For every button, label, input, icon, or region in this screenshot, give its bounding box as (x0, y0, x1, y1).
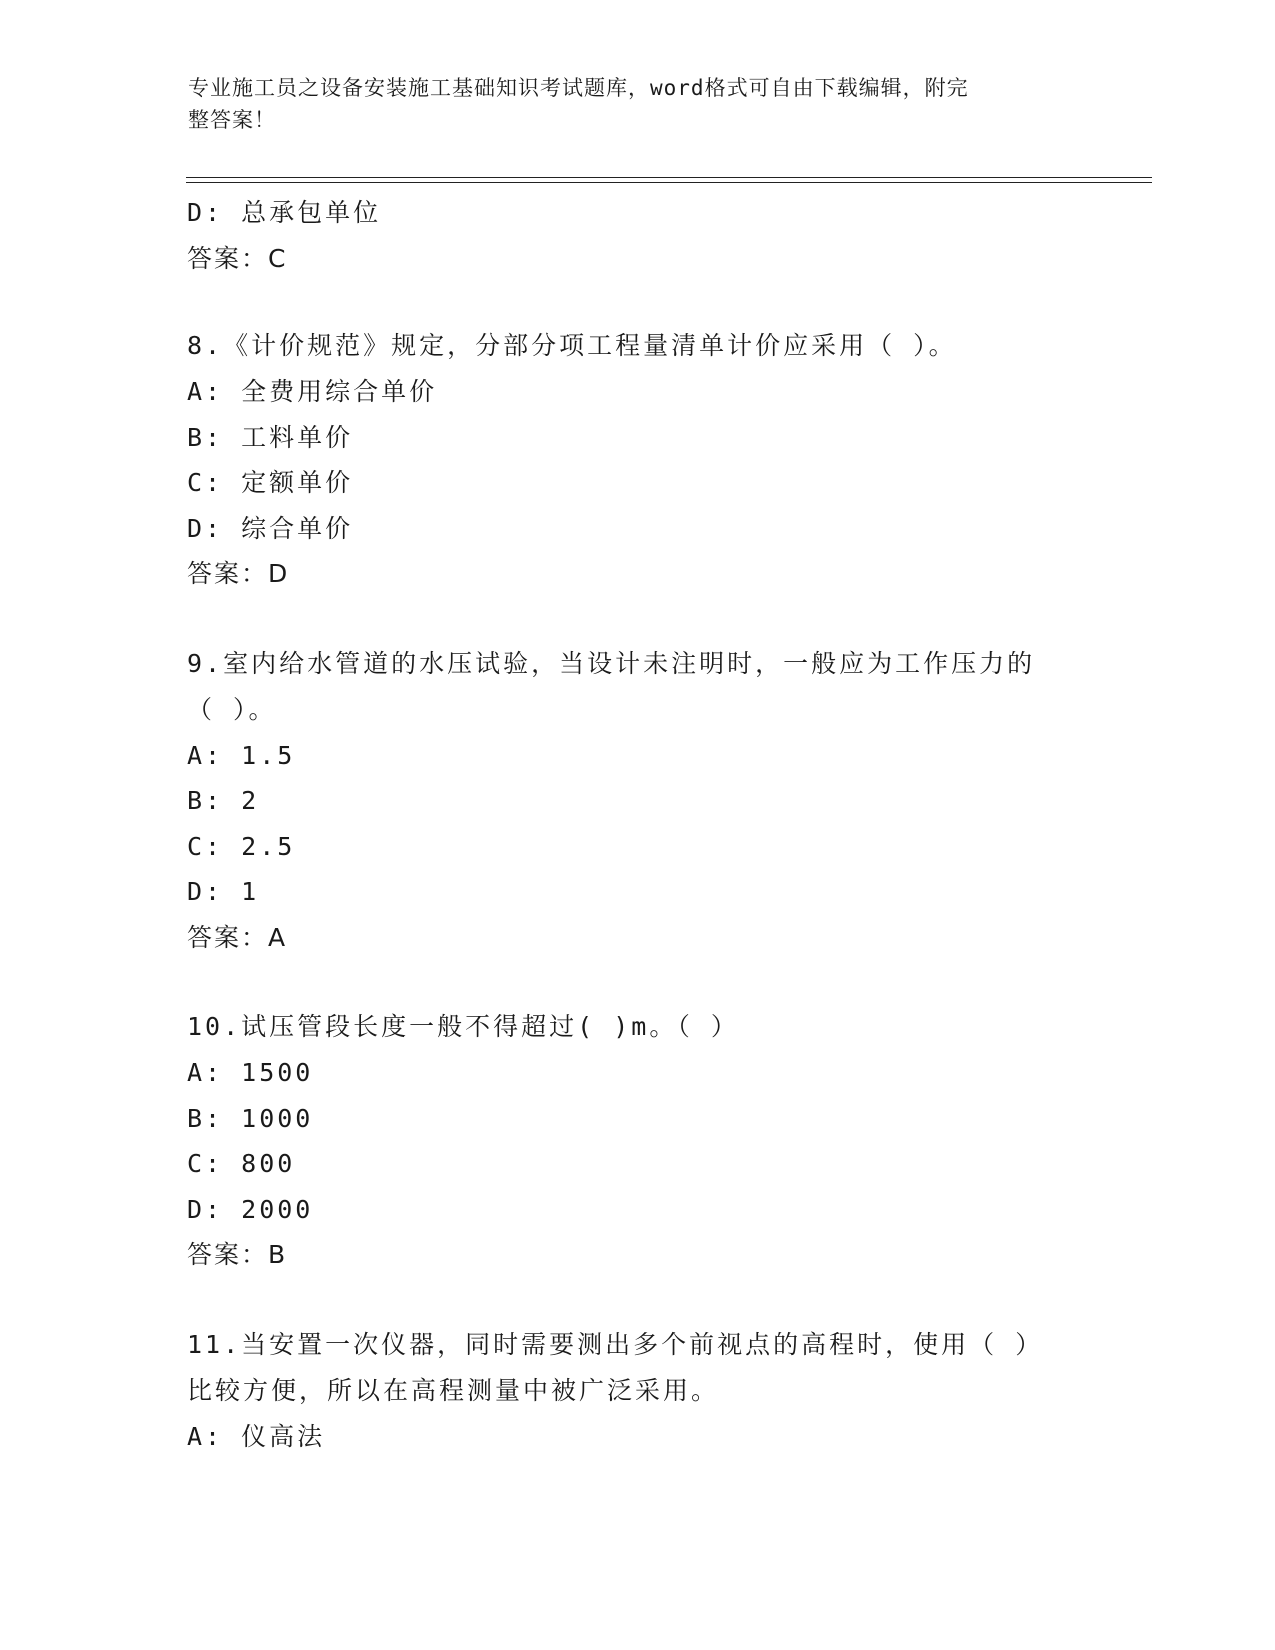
header-rule-bottom (186, 182, 1152, 183)
answer-line: 答案：A (187, 922, 288, 952)
header-line-2: 整答案！ (188, 108, 276, 132)
option-d: D: 总承包单位 (187, 198, 382, 227)
option-b: B: 1000 (187, 1103, 314, 1133)
question-text: 8.《计价规范》规定，分部分项工程量清单计价应采用（ ）。 (187, 331, 957, 360)
answer-line: 答案：B (187, 1240, 288, 1269)
answer-line: 答案：C (187, 243, 288, 273)
option-a: A: 仪高法 (187, 1421, 326, 1451)
option-a: A: 1500 (187, 1058, 314, 1087)
question-text: 10.试压管段长度一般不得超过( )m。（ ） (187, 1012, 739, 1041)
answer-line: 答案：D (187, 559, 290, 588)
question-text-line-1: 11.当安置一次仪器，同时需要测出多个前视点的高程时，使用（ ） (187, 1329, 1044, 1359)
option-c: C: 定额单价 (187, 468, 354, 497)
option-a: A: 1.5 (187, 740, 296, 770)
option-d: D: 2000 (187, 1194, 314, 1224)
option-d: D: 综合单价 (187, 513, 354, 543)
question-9 (187, 641, 1087, 961)
option-b: B: 2 (187, 786, 260, 815)
option-c: C: 2.5 (187, 831, 296, 861)
question-gap (187, 960, 1087, 1004)
question-gap (187, 281, 1087, 323)
question-10 (187, 1004, 1087, 1278)
question-11 (187, 1322, 1087, 1460)
question-text-line-1: 9.室内给水管道的水压试验，当设计未注明时，一般应为工作压力的 (187, 648, 1036, 678)
question-8 (187, 323, 1087, 597)
question-gap (187, 1278, 1087, 1322)
option-d: D: 1 (187, 877, 260, 906)
option-a: A: 全费用综合单价 (187, 377, 438, 406)
option-c: C: 800 (187, 1149, 296, 1178)
question-gap (187, 597, 1087, 641)
header-rule-top (186, 177, 1152, 178)
header-line-1: 专业施工员之设备安装施工基础知识考试题库，word格式可自由下载编辑，附完 (188, 76, 969, 100)
question-text-line-2: 比较方便，所以在高程测量中被广泛采用。 (187, 1375, 720, 1405)
question-list (187, 190, 1087, 1459)
question-text-line-2: （ ）。 (187, 694, 277, 724)
document-header (188, 72, 1068, 136)
option-b: B: 工料单价 (187, 422, 354, 452)
